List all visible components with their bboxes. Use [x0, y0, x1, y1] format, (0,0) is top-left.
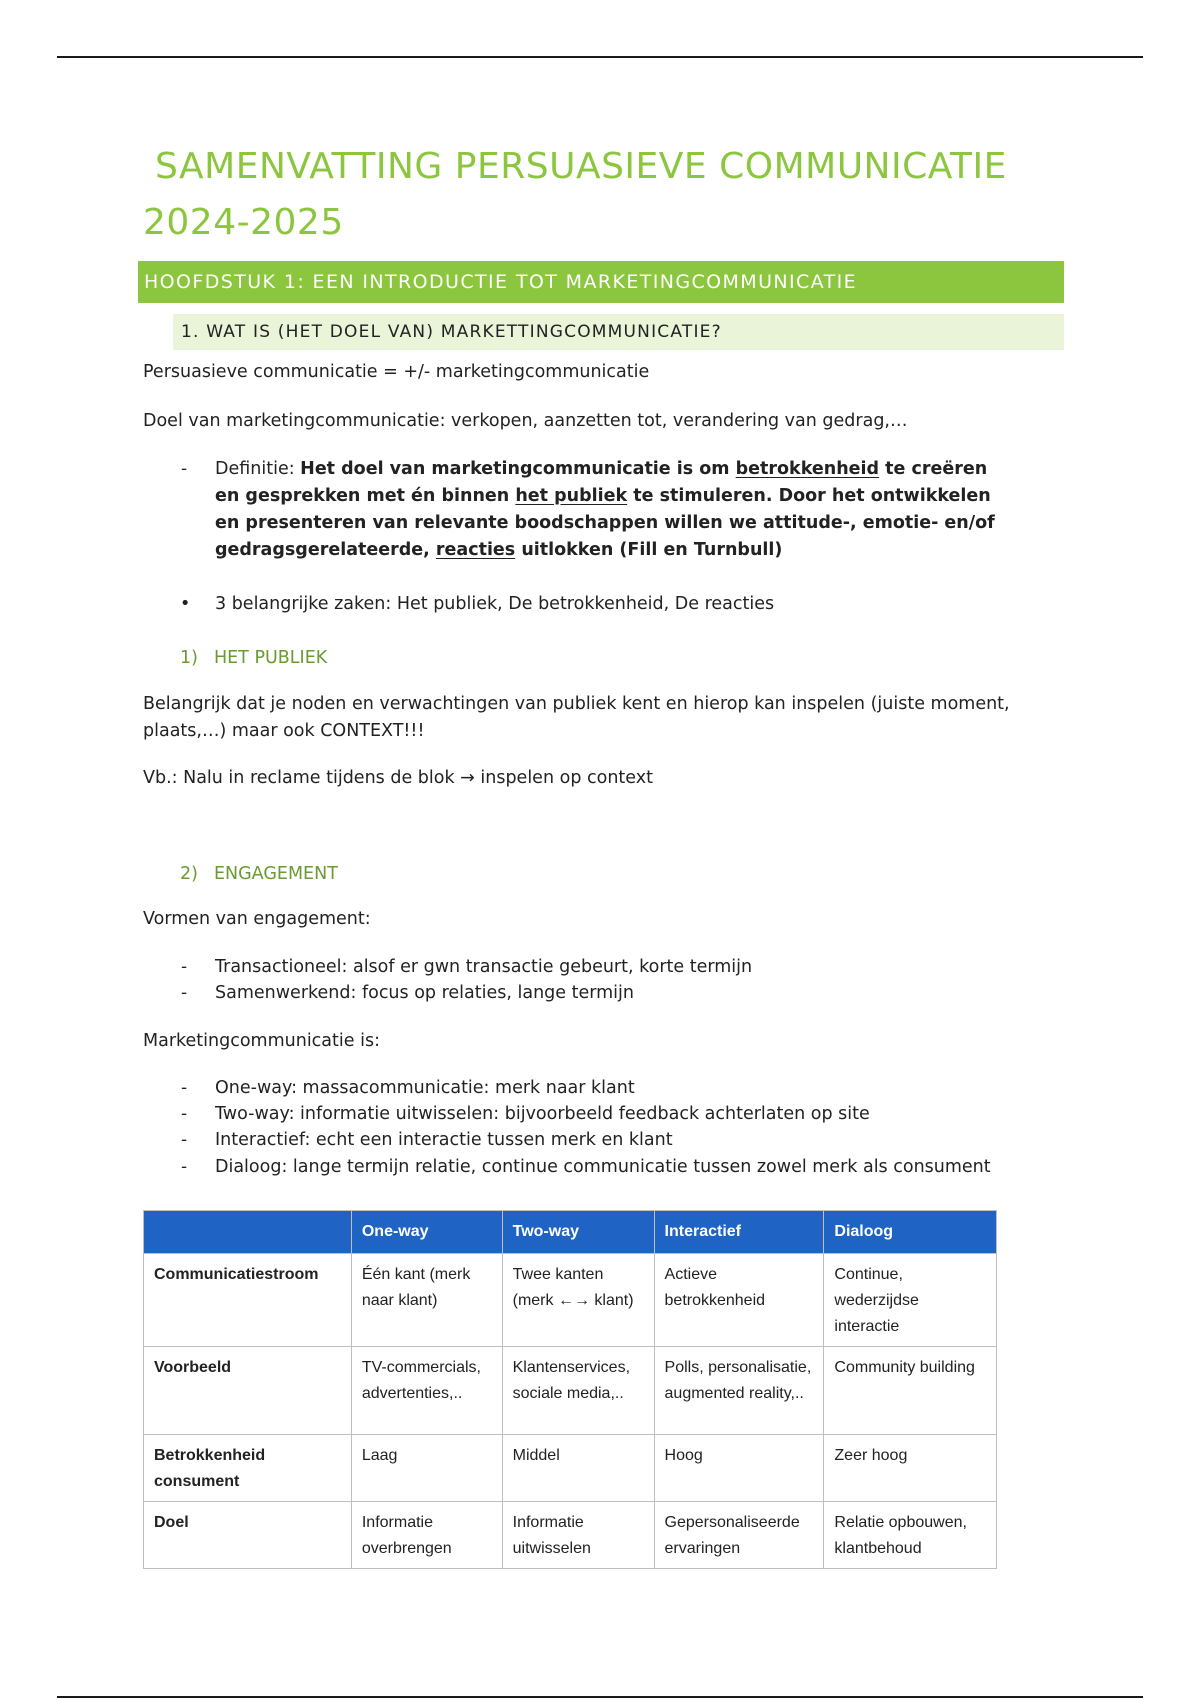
table-header-cell: Two-way	[502, 1211, 654, 1254]
table-cell: Informatie overbrengen	[351, 1502, 502, 1569]
table-cell: Klantenservices, sociale media,..	[502, 1347, 654, 1435]
dash-bullet: -	[181, 983, 188, 1003]
paragraph-mc-is: Marketingcommunicatie is:	[143, 1031, 380, 1051]
table-header-cell: One-way	[351, 1211, 502, 1254]
table-row-header: Communicatiestroom	[144, 1254, 352, 1347]
dash-bullet: -	[181, 1130, 188, 1150]
table-cell: Informatie uitwisselen	[502, 1502, 654, 1569]
document-title-line2: 2024-2025	[143, 202, 344, 243]
document-title-line1: SAMENVATTING PERSUASIEVE COMMUNICATIE	[155, 146, 1007, 187]
table-cell: Middel	[502, 1435, 654, 1502]
paragraph-vormen: Vormen van engagement:	[143, 909, 371, 929]
section-heading: 1. WAT IS (HET DOEL VAN) MARKETTINGCOMMUNICATIE?	[173, 314, 1064, 350]
chapter-heading: HOOFDSTUK 1: EEN INTRODUCTIE TOT MARKETINGCOMMUNICATIE	[138, 261, 1064, 303]
subheading-publiek-number: 1)	[180, 648, 198, 668]
subheading-publiek-label: HET PUBLIEK	[213, 648, 328, 668]
dot-bullet: •	[180, 594, 191, 614]
table-cell: Relatie opbouwen, klantbehoud	[824, 1502, 997, 1569]
paragraph-example: Vb.: Nalu in reclame tijdens de blok → inspelen op context	[143, 768, 653, 788]
table-cell: Polls, personalisatie, augmented reality,..	[654, 1347, 824, 1435]
list-item: Samenwerkend: focus op relaties, lange termijn	[215, 983, 634, 1003]
table-header-cell: Interactief	[654, 1211, 824, 1254]
list-item: One-way: massacommunicatie: merk naar klant	[215, 1078, 635, 1098]
dash-bullet: -	[181, 957, 188, 977]
paragraph-goal: Doel van marketingcommunicatie: verkopen, aanzetten tot, verandering van gedrag,…	[143, 411, 908, 431]
table-header-cell	[144, 1211, 352, 1254]
dash-bullet: -	[181, 1078, 188, 1098]
list-item: Interactief: echt een interactie tussen merk en klant	[215, 1130, 673, 1150]
definition-label: Definitie:	[215, 459, 301, 479]
bullet-three-things: 3 belangrijke zaken: Het publiek, De betrokkenheid, De reacties	[215, 594, 775, 614]
table-cell: Zeer hoog	[824, 1435, 997, 1502]
communication-types-table	[143, 1210, 997, 1569]
definition-text-2: te creëren en gesprekken met én binnen	[215, 459, 988, 506]
table-cell: Community building	[824, 1347, 997, 1435]
table-row-header: Doel	[144, 1502, 352, 1569]
table-cell: Laag	[351, 1435, 502, 1502]
table-cell: Hoog	[654, 1435, 824, 1502]
table-cell: Gepersonaliseerde ervaringen	[654, 1502, 824, 1569]
dash-bullet: -	[181, 459, 188, 479]
paragraph-persuasive: Persuasieve communicatie = +/- marketingcommunicatie	[143, 362, 650, 382]
table-row	[144, 1435, 997, 1502]
table-header-cell: Dialoog	[824, 1211, 997, 1254]
table-row-header: Voorbeeld	[144, 1347, 352, 1435]
definition-text-3: te stimuleren. Door het ontwikkelen en presenteren van relevante boodschappen willen we attitude-, emotie- en/of gedragsgerelateerde,	[215, 486, 995, 560]
paragraph-publiek: Belangrijk dat je noden en verwachtingen van publiek kent en hierop kan inspelen (juiste moment, plaats,…) maar ook CONTEXT!!!	[143, 694, 1010, 741]
definition-underline-betrokkenheid: betrokkenheid	[735, 459, 880, 479]
table-row	[144, 1254, 997, 1347]
subheading-publiek	[180, 645, 327, 672]
table-cell: Continue, wederzijdse interactie	[824, 1254, 997, 1347]
definition-paragraph	[215, 456, 1015, 564]
table-row	[144, 1347, 997, 1435]
subheading-engagement	[180, 861, 338, 888]
table-cell: Actieve betrokkenheid	[654, 1254, 824, 1347]
table-row	[144, 1502, 997, 1569]
table-cell: TV-commercials, advertenties,..	[351, 1347, 502, 1435]
list-item: Dialoog: lange termijn relatie, continue communicatie tussen zowel merk als consument	[215, 1157, 991, 1177]
table-row-header: Betrokkenheid consument	[144, 1435, 352, 1502]
definition-underline-publiek: het publiek	[515, 486, 628, 506]
table-header-row	[144, 1211, 997, 1254]
definition-text-1: Het doel van marketingcommunicatie is om	[300, 459, 736, 479]
dash-bullet: -	[181, 1104, 188, 1124]
subheading-engagement-label: ENGAGEMENT	[213, 864, 338, 884]
table-cell: Twee kanten (merk ←→ klant)	[502, 1254, 654, 1347]
list-item: Two-way: informatie uitwisselen: bijvoorbeeld feedback achterlaten op site	[215, 1104, 870, 1124]
definition-underline-reacties: reacties	[435, 540, 516, 560]
dash-bullet: -	[181, 1157, 188, 1177]
top-rule	[57, 56, 1143, 58]
definition-text-4: uitlokken (Fill en Turnbull)	[515, 540, 783, 560]
bottom-rule	[57, 1696, 1143, 1698]
table-cell: Één kant (merk naar klant)	[351, 1254, 502, 1347]
subheading-engagement-number: 2)	[180, 864, 198, 884]
list-item: Transactioneel: alsof er gwn transactie gebeurt, korte termijn	[215, 957, 753, 977]
